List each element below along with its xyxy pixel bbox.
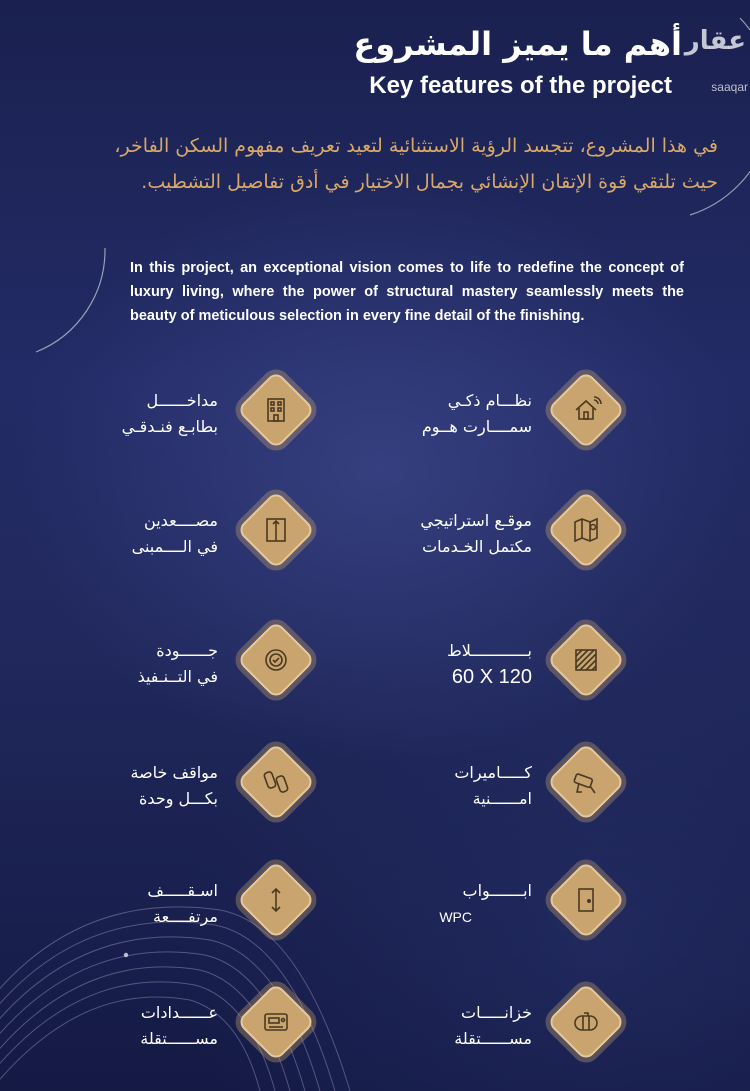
feature-line1: خزانـــــات <box>461 1003 532 1022</box>
camera-icon <box>570 766 602 798</box>
tiles-icon <box>570 644 602 676</box>
intro-arabic: في هذا المشروع، تتجسد الرؤية الاستثنائية لتعيد تعريف مفهوم السكن الفاخر، حيث تلتقي قوة الإتقان الإنشائي بجمال الاختيار في أدق تفاصيل التشطيب. <box>114 135 718 193</box>
feature-line1: نظـــام ذكـي <box>447 391 532 410</box>
feature-line1: كـــــاميرات <box>454 763 532 782</box>
feature-line2: مكتمل الخـدمات <box>422 537 532 556</box>
ceiling-height-icon <box>260 884 292 916</box>
feature-line1: مواقف خاصة <box>130 763 218 782</box>
feature-line1: عــــــدادات <box>140 1003 218 1022</box>
feature-line2: بكـــل وحدة <box>139 789 218 808</box>
feature-meters <box>0 990 330 1070</box>
door-icon <box>570 884 602 916</box>
feature-parking <box>0 750 330 830</box>
feature-line2: سمــــارت هــوم <box>421 417 532 436</box>
feature-line2: مرتفــــعة <box>153 907 218 926</box>
feature-line2: مســــــتقلة <box>454 1029 532 1048</box>
feature-line2: في التــنـفيذ <box>137 667 218 686</box>
feature-ceilings <box>0 868 330 948</box>
meter-icon <box>260 1006 292 1038</box>
watermark-logo: عقار <box>684 26 746 56</box>
water-tank-icon <box>570 1006 602 1038</box>
feature-line1: جــــــودة <box>156 641 218 660</box>
feature-line1: مصــــعدين <box>144 511 218 530</box>
car-icon <box>260 766 292 798</box>
feature-line2: WPC <box>439 909 472 925</box>
feature-line1: مداخــــــل <box>146 391 218 410</box>
page-title-english: Key features of the project <box>369 72 672 99</box>
intro-english: In this project, an exceptional vision comes to life to redefine the concept of luxury living, where the power of structural mastery seamlessly meets the beauty of meticulous selection in every fine detail of the finishing. <box>130 260 684 324</box>
elevator-icon <box>260 514 292 546</box>
feature-line1: ابـــــــواب <box>462 881 532 900</box>
map-icon <box>570 514 602 546</box>
feature-smart-home <box>300 378 630 458</box>
feature-tiles <box>300 628 630 708</box>
feature-elevators <box>0 498 330 578</box>
feature-line2: في الــــمبنى <box>131 537 218 556</box>
quality-badge-icon <box>260 644 292 676</box>
feature-line1: بــــــــــــلاط <box>446 641 532 660</box>
feature-location <box>300 498 630 578</box>
feature-line2: 60 X 120 <box>451 666 532 688</box>
feature-line2: بطابـع فنـدقـي <box>121 417 218 436</box>
feature-cameras <box>300 750 630 830</box>
hotel-building-icon <box>260 394 292 426</box>
smart-home-icon <box>570 394 602 426</box>
feature-line2: امــــــنية <box>472 789 532 808</box>
feature-tanks <box>300 990 630 1070</box>
feature-line1: اسـقـــــف <box>147 881 218 900</box>
feature-hotel-entrances <box>0 378 330 458</box>
feature-line2: مســــــتقلة <box>140 1029 218 1048</box>
feature-line1: موقـع استراتيجي <box>420 511 532 530</box>
feature-quality <box>0 628 330 708</box>
watermark-text: saaqar <box>711 80 748 94</box>
feature-doors <box>300 868 630 948</box>
page-title-arabic: أهم ما يميز المشروع <box>353 25 682 63</box>
